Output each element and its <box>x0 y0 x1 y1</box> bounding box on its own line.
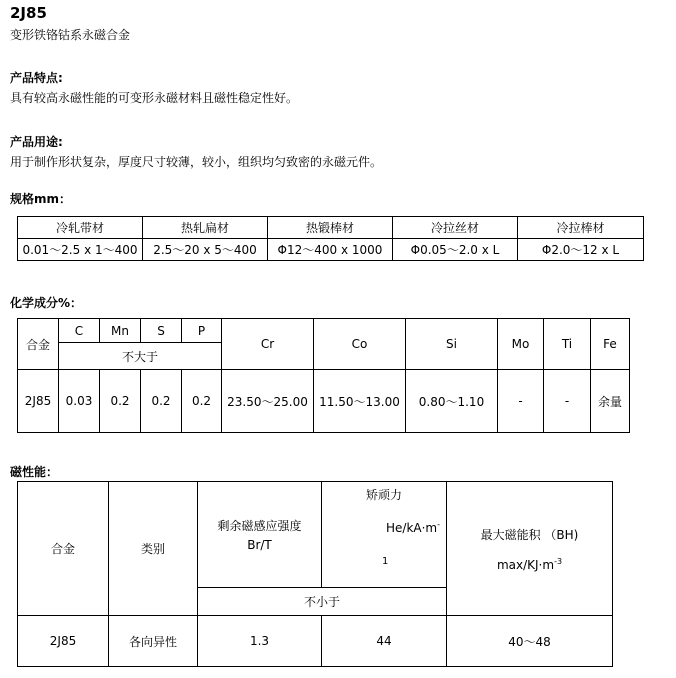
chem-element-mo: Mo <box>498 319 544 370</box>
features-text: 具有较高永磁性能的可变形永磁材料且磁性稳定性好。 <box>10 91 299 105</box>
mag-table <box>17 481 613 667</box>
chem-cell: - <box>544 370 591 433</box>
mag-hc-label: 矫顽力 <box>366 488 403 502</box>
chem-cell: 11.50～13.00 <box>314 370 406 433</box>
chem-element-si: Si <box>406 319 498 370</box>
specs-value: 0.01～2.5 x 1～400 <box>18 239 143 261</box>
mag-alloy-header: 合金 <box>18 482 109 616</box>
chem-element-s: S <box>141 319 182 343</box>
specs-value: Φ0.05～2.0 x L <box>393 239 518 261</box>
mag-min-note: 不小于 <box>198 588 447 616</box>
specs-header: 热轧扁材 <box>143 217 268 239</box>
product-title: 2J85 <box>10 4 47 22</box>
chem-cell: 0.2 <box>141 370 182 433</box>
chem-cell: 0.03 <box>59 370 100 433</box>
mag-br-label: 剩余磁感应强度 <box>217 519 302 533</box>
chem-element-cr: Cr <box>222 319 314 370</box>
specs-table <box>17 216 644 261</box>
usage-heading: 产品用途: <box>10 135 63 149</box>
mag-bh-unit: max/KJ·m <box>496 557 555 572</box>
specs-value: Φ2.0～12 x L <box>518 239 644 261</box>
chem-element-mn: Mn <box>100 319 141 343</box>
chem-cell: 0.80～1.10 <box>406 370 498 433</box>
mag-br-unit: Br/T <box>247 538 272 552</box>
specs-header: 冷轧带材 <box>18 217 143 239</box>
mag-cell: 各向异性 <box>109 616 198 667</box>
chem-element-p: P <box>182 319 222 343</box>
mag-cell: 44 <box>322 616 447 667</box>
chem-cell: 0.2 <box>100 370 141 433</box>
mag-hc-sup: - <box>437 520 441 529</box>
mag-hc-header <box>322 482 447 588</box>
mag-cell: 2J85 <box>18 616 109 667</box>
chem-heading: 化学成分%： <box>10 296 83 310</box>
mag-type-header: 类别 <box>109 482 198 616</box>
chem-table <box>17 318 630 433</box>
specs-heading: 规格mm： <box>10 192 72 206</box>
chem-element-c: C <box>59 319 100 343</box>
features-heading: 产品特点: <box>10 71 63 85</box>
mag-cell: 40～48 <box>447 616 613 667</box>
specs-value: Φ12～400 x 1000 <box>268 239 393 261</box>
chem-element-fe: Fe <box>591 319 630 370</box>
chem-alloy-header: 合金 <box>18 319 59 370</box>
chem-cell: - <box>498 370 544 433</box>
specs-value: 2.5～20 x 5～400 <box>143 239 268 261</box>
mag-hc-unit: He/kA·m <box>386 521 438 535</box>
mag-heading: 磁性能： <box>10 465 59 479</box>
chem-cell: 23.50～25.00 <box>222 370 314 433</box>
chem-element-ti: Ti <box>544 319 591 370</box>
chem-cell: 0.2 <box>182 370 222 433</box>
mag-bh-sup: -3 <box>554 556 563 566</box>
product-subtitle: 变形铁铬钴系永磁合金 <box>10 28 131 42</box>
mag-cell: 1.3 <box>198 616 322 667</box>
specs-header: 冷拉丝材 <box>393 217 518 239</box>
chem-element-co: Co <box>314 319 406 370</box>
mag-bh-label: 最大磁能积 （BH) <box>480 527 579 542</box>
mag-hc-tail: 1 <box>382 556 389 567</box>
chem-cell: 2J85 <box>18 370 59 433</box>
chem-cell: 余量 <box>591 370 630 433</box>
mag-br-header <box>198 482 322 588</box>
specs-header: 冷拉棒材 <box>518 217 644 239</box>
usage-text: 用于制作形状复杂，厚度尺寸较薄，较小，组织均匀致密的永磁元件。 <box>10 155 383 169</box>
chem-limit-note: 不大于 <box>59 343 222 370</box>
mag-bh-header <box>447 482 613 616</box>
specs-header: 热锻棒材 <box>268 217 393 239</box>
